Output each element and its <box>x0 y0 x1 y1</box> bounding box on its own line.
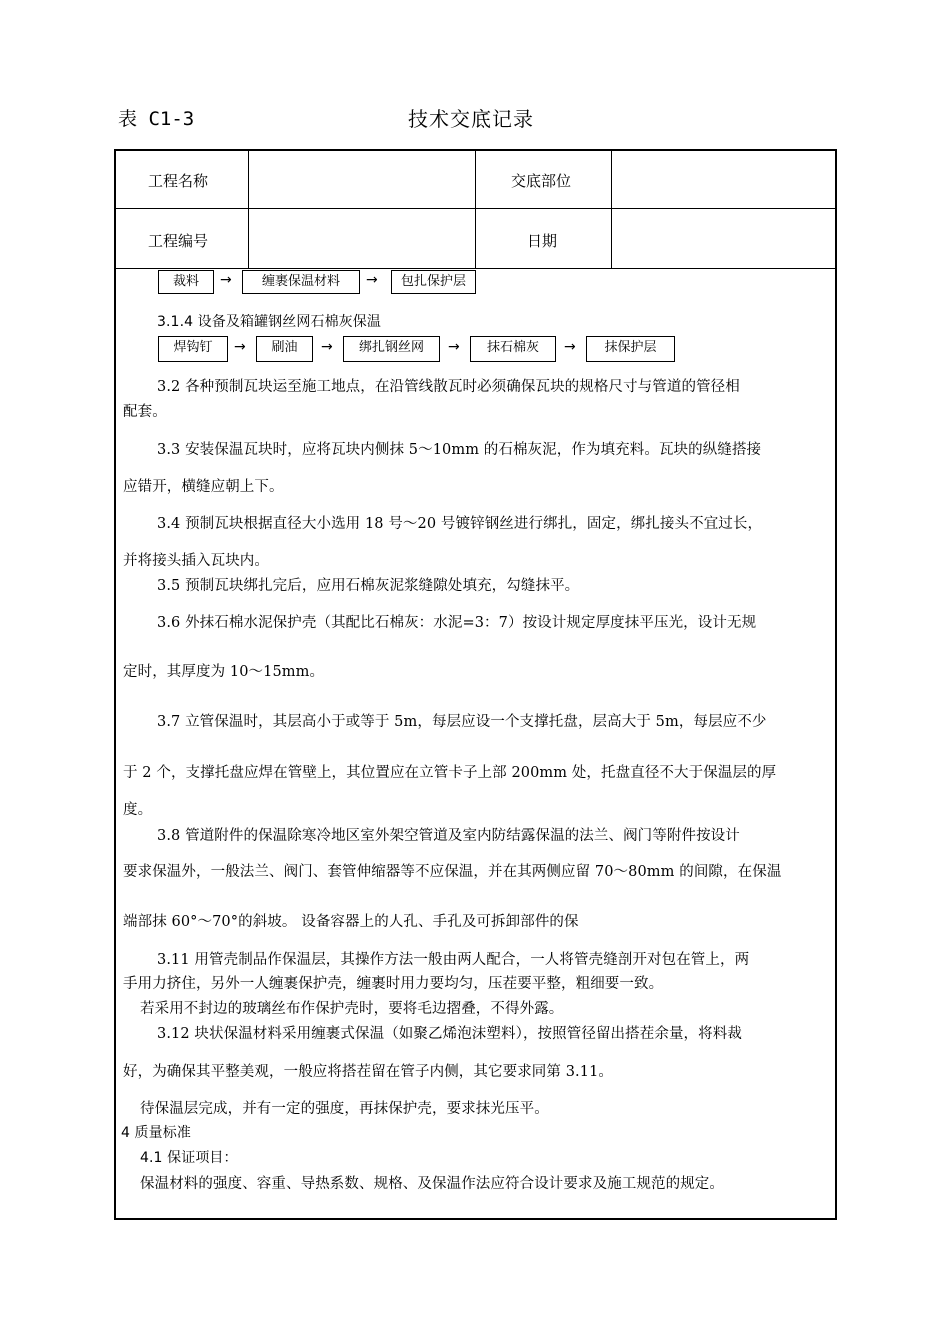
flow-step: 抹保护层 <box>586 336 675 362</box>
body-line: 端部抹 60°～70°的斜坡。 设备容器上的人孔、手孔及可拆卸部件的保 <box>123 914 579 930</box>
col-divider <box>475 149 476 269</box>
body-line: 待保温层完成，并有一定的强度，再抹保护壳，要求抹光压平。 <box>140 1101 549 1117</box>
col-divider <box>248 149 249 269</box>
flow-step: 焊钩钉 <box>158 336 228 362</box>
form-code: 表 C1-3 <box>118 108 195 130</box>
body-line: 3.7 立管保温时，其层高小于或等于 5m，每层应设一个支撑托盘，层高大于 5m，每层应不少 <box>157 714 767 730</box>
flow-step: 包扎保护层 <box>391 270 476 294</box>
arrow-right-icon: → <box>220 272 232 288</box>
arrow-right-icon: → <box>321 339 333 355</box>
arrow-right-icon: → <box>448 339 460 355</box>
section-heading: 3.1.4 设备及箱罐钢丝网石棉灰保温 <box>157 314 381 330</box>
body-line: 3.5 预制瓦块绑扎完后，应用石棉灰泥浆缝隙处填充，勾缝抹平。 <box>157 578 580 594</box>
body-line: 3.8 管道附件的保温除寒冷地区室外架空管道及室内防结露保温的法兰、阀门等附件按设计 <box>157 828 740 844</box>
date-label: 日期 <box>527 232 558 250</box>
project-name-label: 工程名称 <box>148 172 209 190</box>
body-line: 3.6 外抹石棉水泥保护壳（其配比石棉灰：水泥=3：7）按设计规定厚度抹平压光，设计无规 <box>157 615 757 631</box>
body-line: 保温材料的强度、容重、导热系数、规格、及保温作法应符合设计要求及施工规范的规定。 <box>140 1176 724 1192</box>
flow-step: 刷油 <box>256 336 313 362</box>
body-line: 于 2 个，支撑托盘应焊在管壁上，其位置应在立管卡子上部 200mm 处，托盘直径不大于保温层的厚 <box>123 765 777 781</box>
location-label: 交底部位 <box>511 172 572 190</box>
body-line: 定时，其厚度为 10～15mm。 <box>123 664 325 680</box>
section-heading: 4 质量标准 <box>121 1125 191 1141</box>
flow-step: 抹石棉灰 <box>470 336 556 362</box>
subsection-heading: 4.1 保证项目： <box>140 1150 238 1166</box>
body-line: 度。 <box>123 802 153 818</box>
col-divider <box>611 149 612 269</box>
body-line: 应错开，横缝应朝上下。 <box>123 479 284 495</box>
body-line: 3.12 块状保温材料采用缠裹式保温（如聚乙烯泡沫塑料），按照管径留出搭茬余量，将料裁 <box>157 1026 742 1042</box>
flow-step: 缠裹保温材料 <box>242 270 360 294</box>
body-line: 要求保温外，一般法兰、阀门、套管伸缩器等不应保温，并在其两侧应留 70～80mm 的间隙，在保温 <box>123 864 782 880</box>
body-line: 好，为确保其平整美观，一般应将搭茬留在管子内侧，其它要求同第 3.11。 <box>123 1064 613 1080</box>
flow-step: 绑扎钢丝网 <box>343 336 440 362</box>
body-line: 并将接头插入瓦块内。 <box>123 553 269 569</box>
body-line: 配套。 <box>123 404 167 420</box>
body-line: 3.2 各种预制瓦块运至施工地点，在沿管线散瓦时必须确保瓦块的规格尺寸与管道的管径相 <box>157 379 740 395</box>
flow-step: 裁料 <box>158 270 214 294</box>
arrow-right-icon: → <box>366 272 378 288</box>
arrow-right-icon: → <box>564 339 576 355</box>
project-no-label: 工程编号 <box>148 232 209 250</box>
page-title: 技术交底记录 <box>408 107 534 131</box>
body-line: 3.3 安装保温瓦块时，应将瓦块内侧抹 5～10mm 的石棉灰泥，作为填充料。瓦块的纵缝搭接 <box>157 442 762 458</box>
body-line: 若采用不封边的玻璃丝布作保护壳时，要将毛边摺叠，不得外露。 <box>140 1001 564 1017</box>
arrow-right-icon: → <box>234 339 246 355</box>
body-line: 手用力挤住，另外一人缠裹保护壳，缠裹时用力要均匀，压茬要平整，粗细要一致。 <box>123 976 664 992</box>
body-line: 3.4 预制瓦块根据直径大小选用 18 号～20 号镀锌钢丝进行绑扎，固定，绑扎接头不宜过长， <box>157 516 763 532</box>
body-line: 3.11 用管壳制品作保温层，其操作方法一般由两人配合，一人将管壳缝剖开对包在管上，两 <box>157 952 750 968</box>
